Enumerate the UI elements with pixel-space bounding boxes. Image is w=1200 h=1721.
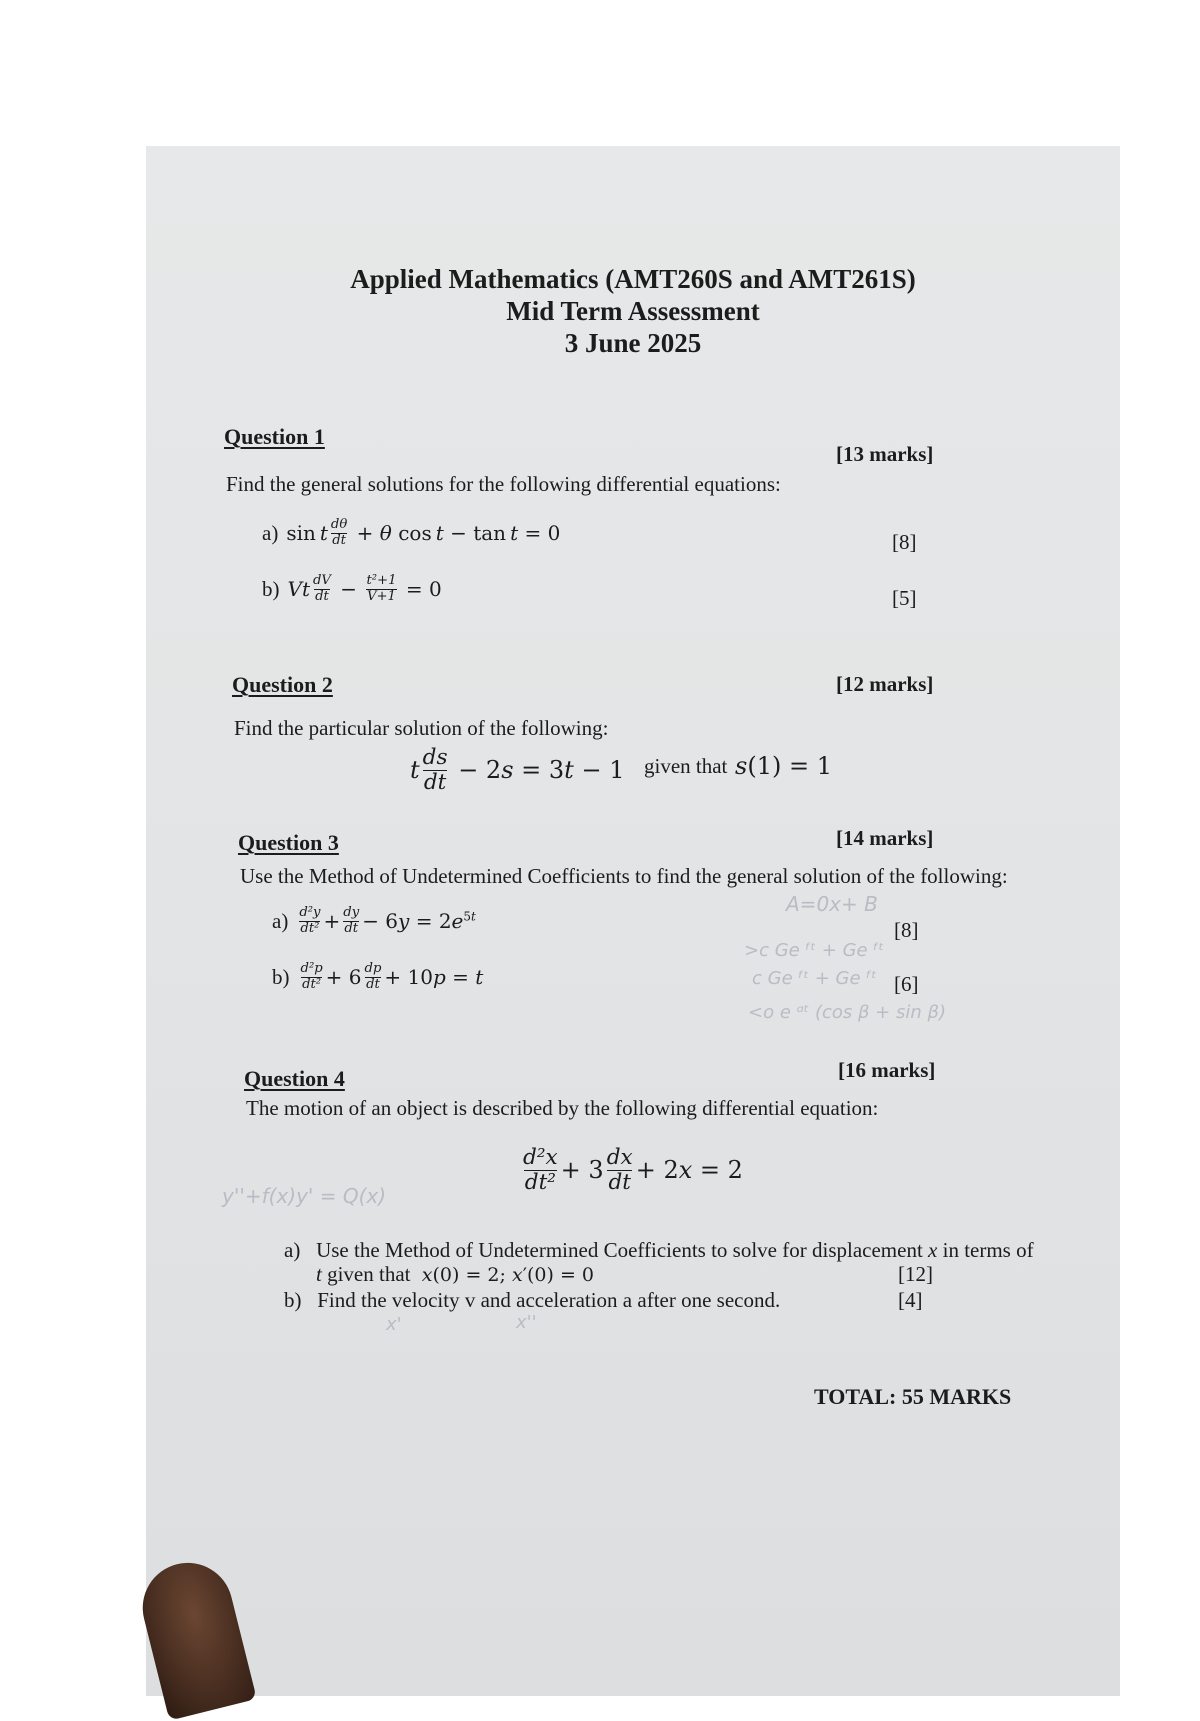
question-4-instruction: The motion of an object is described by the following differential equation: [246, 1096, 879, 1120]
q3a-equation: a) $\frac{\text{d²y}}{\text{dt²}}$ + $\frac{dy}{dt}$ − $6y = 2e^{5t}$ [272, 905, 476, 936]
q4b-text: b) Find the velocity v and acceleration a after one second. [284, 1288, 781, 1312]
question-4-marks: [16 marks] [838, 1058, 936, 1082]
pencil-scribble: x' [386, 1314, 402, 1335]
question-3-heading: Question 3 [238, 830, 339, 855]
question-3-marks: [14 marks] [836, 826, 934, 850]
question-2-instruction: Find the particular solution of the following: [234, 716, 609, 740]
q4a-marks: [12] [898, 1262, 933, 1286]
q4a-text-line-1: a) Use the Method of Undetermined Coefficients to solve for displacement x in terms of [284, 1238, 1034, 1262]
q3b-label: b) [272, 964, 290, 989]
pencil-scribble: x'' [516, 1312, 537, 1333]
pencil-scribble: A=0x+ B [786, 892, 878, 916]
q3b-marks: [6] [894, 972, 919, 996]
assessment-date: 3 June 2025 [564, 328, 702, 358]
exam-paper [146, 146, 1120, 1696]
q3b-equation: b) $\frac{\text{d²p}}{\text{dt²}}$ + 6 $\frac{dp}{dt}$ + 10p = t [272, 961, 484, 992]
question-1-marks: [13 marks] [836, 442, 934, 466]
q4a-text-line-2: t given that x(0) = 2; x′(0) = 0 [316, 1262, 595, 1286]
q4a-label: a) [284, 1238, 301, 1262]
pencil-scribble: y''+f(x)y' = Q(x) [222, 1184, 387, 1208]
total-marks: TOTAL: 55 MARKS [814, 1384, 1012, 1409]
question-1-heading: Question 1 [224, 424, 325, 449]
q4b-label: b) [284, 1288, 302, 1312]
q4-equation: $\frac{\text{d²x}}{\text{dt²}}$ + 3 $\frac{dx}{dt}$ + 2x = 2 [523, 1145, 743, 1195]
pencil-scribble: >c Ge ᶠᵗ + Ge ᶠᵗ [744, 940, 885, 961]
pencil-scribble: <o e ᵅᵗ (cos β + sin β) [748, 1002, 946, 1023]
q1a-equation: a) sin t $\frac{d\theta}{dt}$ + θ cos t − tan t = 0 [262, 517, 561, 548]
question-3-instruction: Use the Method of Undetermined Coefficients to find the general solution of the following: [240, 864, 1008, 888]
q4b-marks: [4] [898, 1288, 923, 1312]
q1a-marks: [8] [892, 530, 917, 554]
assessment-title: Mid Term Assessment [506, 296, 760, 326]
q3a-label: a) [272, 908, 289, 933]
q1b-equation: b) Vt $\frac{dV}{dt}$ − $\frac{\text{t²+1}}{V+1}$ = 0 [262, 573, 442, 604]
pencil-scribble: c Ge ᶠᵗ + Ge ᶠᵗ [752, 968, 877, 989]
course-title: Applied Mathematics (AMT260S and AMT261S) [350, 264, 916, 294]
question-2-heading: Question 2 [232, 672, 333, 697]
q3a-marks: [8] [894, 918, 919, 942]
question-2-marks: [12 marks] [836, 672, 934, 696]
q2-condition-text: given that [644, 753, 728, 778]
q1a-label: a) [262, 520, 279, 545]
q2-equation: t $\frac{ds}{dt}$ − 2s = 3t − 1 [410, 745, 625, 795]
question-4-heading: Question 4 [244, 1066, 345, 1091]
question-1-instruction: Find the general solutions for the following differential equations: [226, 472, 781, 496]
q2-initial-condition: given that s(1) = 1 [644, 752, 833, 780]
q1b-label: b) [262, 576, 280, 601]
q1b-marks: [5] [892, 586, 917, 610]
